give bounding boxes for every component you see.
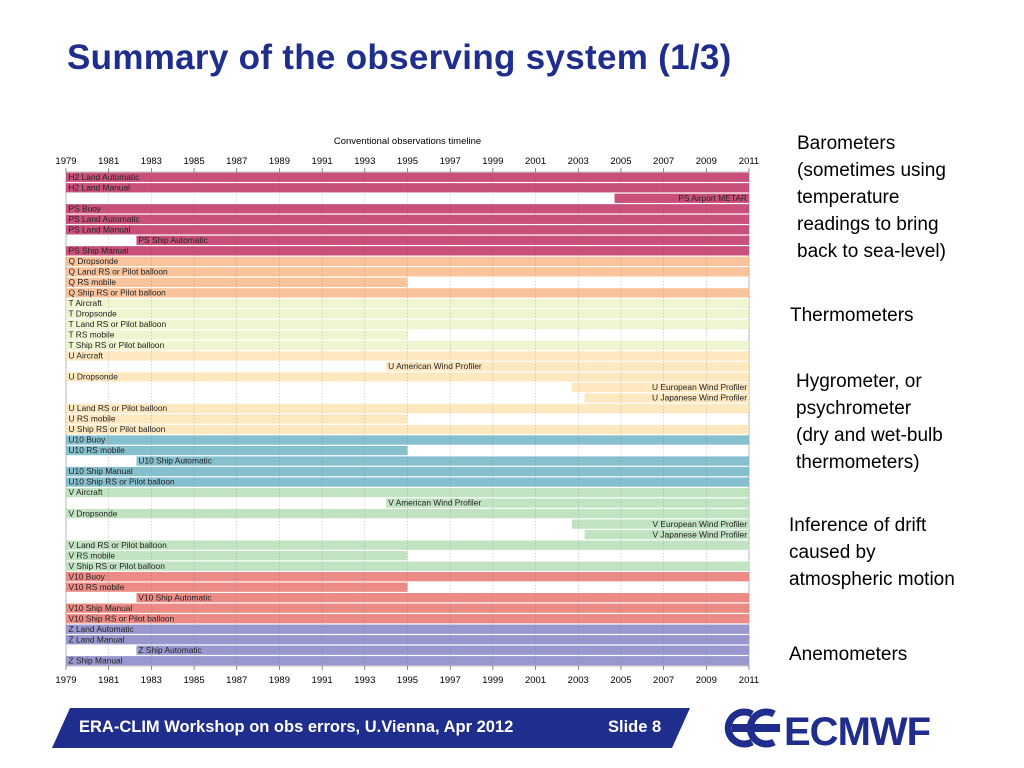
x-tick-label-top: 2009 — [695, 156, 717, 167]
row-label: Z Land Manual — [68, 634, 125, 645]
timeline-bar — [66, 467, 749, 476]
footer-text: ERA-CLIM Workshop on obs errors, U.Vienna, Apr 2012 — [79, 718, 514, 736]
x-tick-label-top: 1985 — [183, 156, 205, 167]
timeline-bar — [66, 309, 749, 318]
row-label: U Dropsonde — [68, 371, 118, 382]
timeline-bar — [66, 278, 408, 287]
row-label: Q Land RS or Pilot balloon — [68, 266, 168, 277]
x-tick-label-bottom: 2005 — [610, 675, 632, 686]
timeline-bar — [66, 173, 749, 182]
row-label: V European Wind Profiler — [652, 518, 747, 529]
x-tick-label-bottom: 1983 — [140, 675, 162, 686]
x-tick-label-bottom: 1993 — [354, 675, 376, 686]
x-tick-label-top: 1979 — [55, 156, 77, 167]
annotation-anemometers: Anemometers — [789, 644, 908, 665]
x-tick-label-top: 1981 — [98, 156, 120, 167]
row-label: PS Land Manual — [68, 224, 131, 235]
row-label: PS Ship Manual — [68, 245, 129, 256]
timeline-bar — [66, 288, 749, 297]
x-tick-label-top: 1987 — [226, 156, 248, 167]
row-label: U Japanese Wind Profiler — [652, 392, 747, 403]
x-tick-label-top: 2007 — [653, 156, 675, 167]
x-tick-label-bottom: 1981 — [98, 675, 120, 686]
x-tick-label-top: 1997 — [439, 156, 461, 167]
row-label: Z Land Automatic — [68, 623, 134, 634]
timeline-bar — [66, 351, 749, 360]
row-label: U Ship RS or Pilot balloon — [68, 424, 166, 435]
x-tick-label-bottom: 1989 — [268, 675, 291, 686]
x-tick-label-bottom: 1979 — [55, 675, 77, 686]
x-tick-label-bottom: 1985 — [183, 675, 205, 686]
x-tick-label-top: 1995 — [396, 156, 419, 167]
annotation-thermometers: Thermometers — [790, 305, 914, 326]
x-tick-label-top: 1989 — [268, 156, 291, 167]
timeline-bar — [136, 593, 749, 602]
timeline-bar — [66, 425, 749, 434]
slide-number: Slide 8 — [608, 718, 662, 736]
x-tick-label-bottom: 2011 — [738, 675, 760, 686]
row-label: V Land RS or Pilot balloon — [68, 539, 167, 550]
row-label: PS Land Automatic — [68, 213, 140, 224]
timeline-bar — [136, 236, 749, 245]
row-label: T Ship RS or Pilot balloon — [68, 340, 165, 351]
timeline-bar — [66, 551, 408, 560]
timeline-bar — [136, 456, 749, 465]
row-label: U American Wind Profiler — [388, 361, 482, 372]
row-label: V American Wind Profiler — [388, 497, 482, 508]
timeline-bar — [66, 204, 749, 213]
row-label: U Land RS or Pilot balloon — [68, 403, 168, 414]
timeline-bar — [66, 404, 749, 413]
ecmwf-logo — [718, 705, 962, 751]
x-tick-label-bottom: 2009 — [695, 675, 717, 686]
row-label: T Dropsonde — [68, 308, 117, 319]
row-label: Q RS mobile — [68, 277, 116, 288]
row-label: T Aircraft — [68, 298, 102, 309]
row-label: PS Ship Automatic — [138, 234, 208, 245]
timeline-bar — [66, 246, 749, 255]
x-tick-label-bottom: 1999 — [482, 675, 504, 686]
timeline-bar — [66, 572, 749, 581]
x-tick-label-bottom: 2001 — [524, 675, 547, 686]
row-label: U10 Ship RS or Pilot balloon — [68, 476, 175, 487]
x-tick-label-bottom: 1991 — [311, 675, 333, 686]
timeline-bar — [66, 215, 749, 224]
x-tick-label-bottom: 1997 — [439, 675, 461, 686]
x-tick-label-top: 1999 — [482, 156, 504, 167]
row-label: Z Ship Automatic — [138, 644, 202, 655]
row-label: PS Buoy — [68, 203, 102, 214]
row-label: V10 Ship RS or Pilot balloon — [68, 613, 175, 624]
row-label: H2 Land Manual — [68, 182, 130, 193]
x-tick-label-bottom: 1995 — [396, 675, 419, 686]
timeline-bar — [66, 435, 749, 444]
timeline-bar — [136, 646, 749, 655]
observations-timeline-chart — [38, 130, 768, 688]
row-label: U10 Ship Manual — [68, 466, 133, 477]
x-tick-label-top: 2011 — [738, 156, 760, 167]
x-tick-label-top: 1991 — [311, 156, 333, 167]
row-label: V10 Ship Manual — [68, 602, 133, 613]
slide-title: Summary of the observing system (1/3) — [67, 38, 732, 77]
timeline-bar — [66, 509, 749, 518]
annotation-barometers: Barometers (sometimes using temperature readings to bring back to sea-level) — [797, 133, 946, 262]
timeline-bar — [66, 320, 749, 329]
row-label: V RS mobile — [68, 550, 116, 561]
row-label: V10 RS mobile — [68, 581, 125, 592]
x-tick-label-top: 2003 — [567, 156, 589, 167]
timeline-bar — [66, 625, 749, 634]
row-label: V Japanese Wind Profiler — [652, 529, 747, 540]
logo-text: ECMWF — [784, 710, 931, 751]
row-label: T RS mobile — [68, 329, 115, 340]
row-label: U10 RS mobile — [68, 445, 125, 456]
x-tick-label-bottom: 2003 — [567, 675, 589, 686]
timeline-bar — [66, 330, 408, 339]
row-label: T Land RS or Pilot balloon — [68, 319, 167, 330]
annotation-hygrometer: Hygrometer, or psychrometer (dry and wet-bulb thermometers) — [796, 371, 943, 473]
x-tick-label-top: 2001 — [524, 156, 547, 167]
row-label: U European Wind Profiler — [652, 382, 747, 393]
row-label: V Ship RS or Pilot balloon — [68, 560, 165, 571]
row-label: Q Dropsonde — [68, 255, 119, 266]
row-label: PS Airport METAR — [678, 192, 747, 203]
timeline-bar — [66, 656, 749, 665]
row-label: U10 Ship Automatic — [138, 455, 212, 466]
chart-title: Conventional observations timeline — [333, 136, 482, 147]
row-label: V Aircraft — [68, 487, 103, 498]
x-tick-label-top: 1993 — [354, 156, 376, 167]
x-tick-label-bottom: 1987 — [226, 675, 248, 686]
timeline-bar — [66, 257, 749, 266]
row-label: Q Ship RS or Pilot balloon — [68, 287, 166, 298]
row-label: Z Ship Manual — [68, 655, 123, 666]
annotation-drift: Inference of drift caused by atmospheric motion — [789, 515, 955, 590]
x-tick-label-top: 1983 — [140, 156, 162, 167]
timeline-bar — [66, 540, 749, 549]
row-label: V10 Buoy — [68, 571, 105, 582]
row-label: U Aircraft — [68, 350, 103, 361]
row-label: V10 Ship Automatic — [138, 592, 212, 603]
row-label: V Dropsonde — [68, 508, 118, 519]
row-label: U10 Buoy — [68, 434, 106, 445]
x-tick-label-bottom: 2007 — [653, 675, 675, 686]
timeline-bar — [66, 183, 749, 192]
row-label: H2 Land Automatic — [68, 171, 140, 182]
x-tick-label-top: 2005 — [610, 156, 632, 167]
row-label: U RS mobile — [68, 413, 116, 424]
